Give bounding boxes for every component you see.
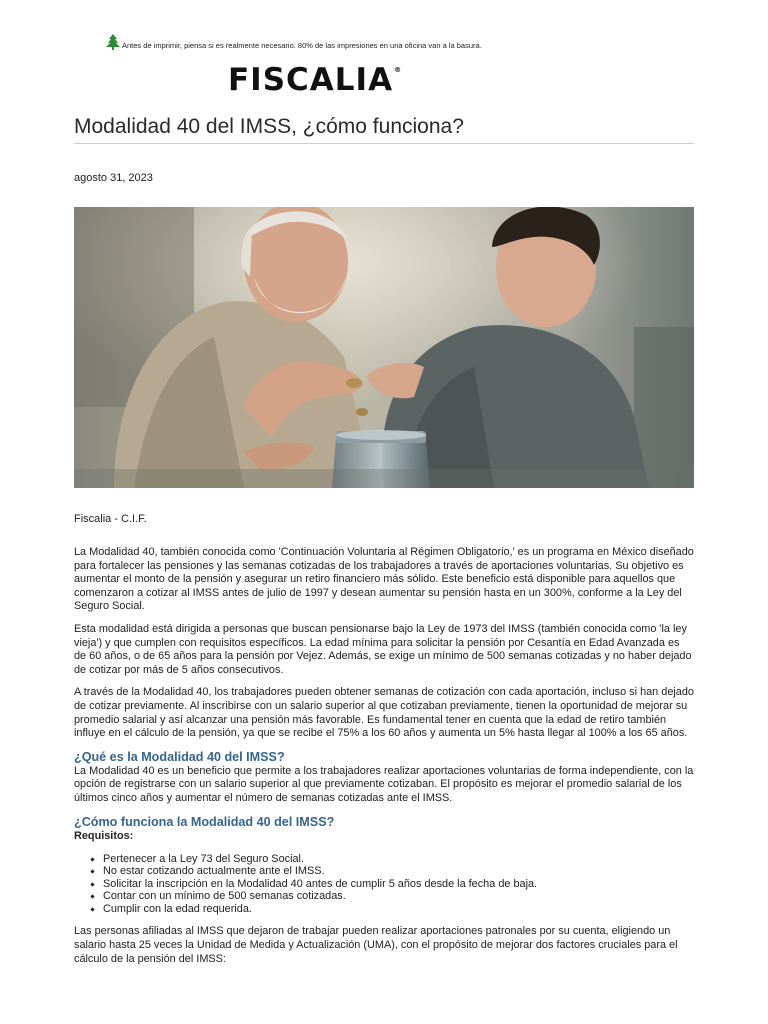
page-title: Modalidad 40 del IMSS, ¿cómo funciona?: [74, 115, 694, 144]
photo-grandfather-child-coin-jar: [74, 207, 694, 488]
requirements-heading: Requisitos:: [74, 829, 134, 842]
list-item: Pertenecer a la Ley 73 del Seguro Social.: [103, 853, 694, 866]
list-item: Contar con un mínimo de 500 semanas cotizadas.: [103, 890, 694, 903]
list-item: Solicitar la inscripción en la Modalidad 40 antes de cumplir 5 años desde la fecha de baja.: [103, 878, 694, 891]
list-item: Cumplir con la edad requerida.: [103, 903, 694, 916]
tree-icon: [106, 34, 120, 50]
paragraph: Esta modalidad está dirigida a personas que buscan pensionarse bajo la Ley de 1973 del IMSS (también conocida como 'la ley vieja') y que cumplen con requisitos específicos. La edad mínima para solicitar la pensión por Cesantía en Edad Avanzada es de 60 años, o de 65 años para la pensión por Vejez. Además, se exige un mínimo de 500 semanas cotizadas y no haber dejado de cotizar por más de 5 años consecutivos.: [74, 622, 692, 676]
publish-date: agosto 31, 2023: [74, 172, 153, 184]
requirements-list: [74, 853, 694, 916]
paragraph: La Modalidad 40 es un beneficio que permite a los trabajadores realizar aportaciones voluntarias de forma independiente, con la opción de registrarse con un salario superior al que previamente cotizaban. El propósito es mejorar el promedio salarial de los últimos cinco años y aumentar el número de semanas cotizadas ante el IMSS.: [74, 764, 694, 804]
list-item: No estar cotizando actualmente ante el IMSS.: [103, 865, 694, 878]
print-notice-text: Antes de imprimir, piensa si es realmente necesario. 80% de las impresiones en una oficina van a la basura.: [122, 41, 482, 50]
brand-logo: [228, 62, 403, 102]
print-notice: [106, 34, 536, 50]
article-photo: [74, 207, 694, 488]
article-body: [74, 546, 694, 975]
paragraph: La Modalidad 40, también conocida como 'Continuación Voluntaria al Régimen Obligatorio,' es un programa en México diseñado para fortalecer las pensiones y las semanas cotizadas de los trabajadores a través de aportaciones voluntarias. Su objetivo es aumentar el monto de la pensión y asegurar un retiro financiero más sólido. Este beneficio está disponible para aquellos que comenzaron a cotizar al IMSS antes de julio de 1997 y desean aumentar su pensión hasta en un 300%, conforme a la Ley del Seguro Social.: [74, 546, 694, 613]
brand-registered-mark: ®: [394, 66, 403, 74]
section-heading-que-es: ¿Qué es la Modalidad 40 del IMSS?: [74, 749, 285, 764]
brand-name: FISCALIA: [228, 62, 394, 98]
section-heading-como-funciona: ¿Cómo funciona la Modalidad 40 del IMSS?: [74, 814, 335, 829]
paragraph: A través de la Modalidad 40, los trabajadores pueden obtener semanas de cotización con cada aportación, incluso si han dejado de cotizar previamente. Al inscribirse con un salario superior al que cotizaban previamente, tienen la oportunidad de mejorar su promedio salarial y así alcanzar una pensión más favorable. Es fundamental tener en cuenta que la edad de retiro también influye en el cálculo de la pensión, ya que se recibe el 75% a los 60 años y aumenta un 5% hasta llegar al 100% a los 65 años.: [74, 686, 694, 740]
author-byline: Fiscalia - C.I.F.: [74, 513, 147, 525]
paragraph: Las personas afiliadas al IMSS que dejaron de trabajar pueden realizar aportaciones patronales por su cuenta, eligiendo un salario hasta 25 veces la Unidad de Medida y Actualización (UMA), con el propósito de mejorar dos factores cruciales para el cálculo de la pensión del IMSS:: [74, 925, 678, 965]
